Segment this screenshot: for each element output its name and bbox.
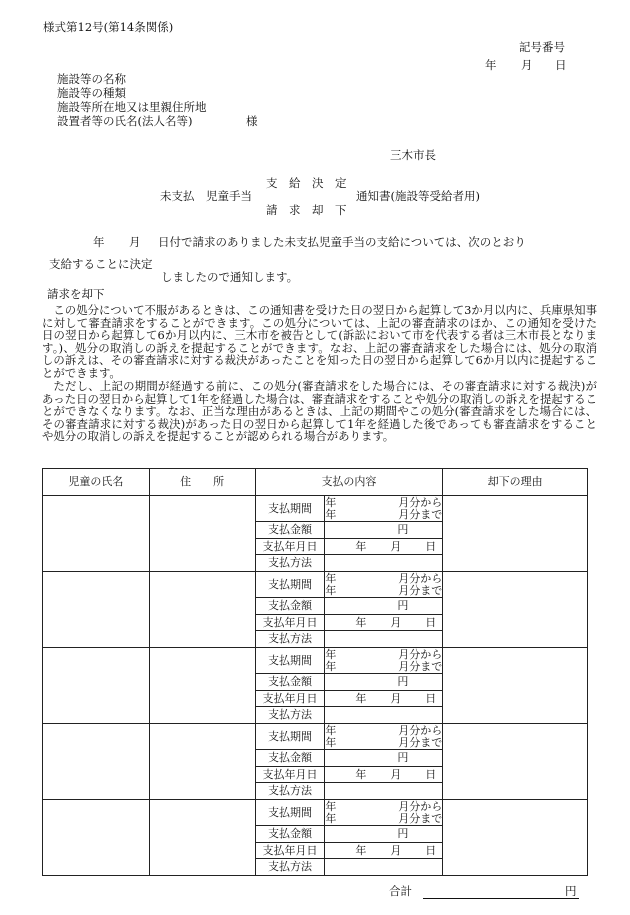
total-unit: 円 (565, 884, 577, 898)
header-address: 住 所 (149, 469, 255, 496)
amount-value[interactable] (325, 826, 443, 843)
period-value[interactable] (325, 572, 443, 598)
period-label: 支払期間 (255, 496, 325, 522)
notice-paragraph-1: この処分について不服があるときは、この通知書を受けた日の翌日から起算して3か月以内に、兵庫県知事に対して審査請求をすることができます。この処分については、上記の審査請求のほか、この通知を受けた日の翌日から起算して6か月以内に、三木市を被告として(訴訟において市を代表する者は三木市長となります。)、処分の取消しの訴えを提起することができます。なお、上記の審査請求をした場合には、処分の取消しの訴えは、その審査請求に対する裁決があったことを知った日の翌日から起算して6か月以内に提起することができます。 (42, 303, 597, 380)
document-number-label: 記号番号 (519, 40, 565, 54)
honorific: 様 (246, 114, 258, 128)
date-label: 支払年月日 (255, 690, 325, 707)
period-value[interactable] (325, 496, 443, 522)
date-month: 月 (390, 539, 402, 553)
amount-unit: 円 (397, 598, 409, 612)
child-name-cell[interactable] (43, 724, 150, 800)
period-from-year: 年 (325, 571, 337, 585)
address-cell[interactable] (149, 648, 255, 724)
method-label: 支払方法 (255, 555, 325, 572)
date-value[interactable] (325, 766, 443, 783)
period-value[interactable] (325, 648, 443, 674)
method-label: 支払方法 (255, 707, 325, 724)
amount-unit: 円 (397, 750, 409, 764)
date-year: 年 (355, 539, 367, 553)
period-to-month: 月分まで (398, 811, 443, 825)
reject-reason-cell[interactable] (443, 648, 588, 724)
date-year: 年 (355, 615, 367, 629)
period-from-month: 月分から (398, 495, 443, 509)
header-reject-reason: 却下の理由 (443, 469, 588, 496)
reject-reason-cell[interactable] (443, 496, 588, 572)
period-to-year: 年 (325, 811, 337, 825)
period-from-month: 月分から (398, 723, 443, 737)
date-day: 日 (425, 691, 437, 705)
period-to-month: 月分まで (398, 659, 443, 673)
date-month: 月 (390, 691, 402, 705)
child-name-cell[interactable] (43, 648, 150, 724)
method-value[interactable] (325, 555, 443, 572)
method-value[interactable] (325, 783, 443, 800)
period-to-year: 年 (325, 735, 337, 749)
period-to-month: 月分まで (398, 735, 443, 749)
issuer-name: 三木市長 (390, 148, 436, 162)
period-from-year: 年 (325, 647, 337, 661)
payment-table (42, 468, 588, 876)
period-from-year: 年 (325, 799, 337, 813)
amount-value[interactable] (325, 750, 443, 767)
period-label: 支払期間 (255, 572, 325, 598)
entry-row (43, 724, 588, 750)
period-to-year: 年 (325, 659, 337, 673)
period-label: 支払期間 (255, 800, 325, 826)
header-payment-details: 支払の内容 (255, 469, 443, 496)
amount-label: 支払金額 (255, 674, 325, 691)
period-to-year: 年 (325, 583, 337, 597)
amount-label: 支払金額 (255, 598, 325, 615)
method-label: 支払方法 (255, 783, 325, 800)
operator-name-label: 設置者等の氏名(法人名等) (57, 114, 193, 128)
form-number: 様式第12号(第14条関係) (43, 20, 174, 34)
total-amount-line (423, 898, 579, 899)
date-month: 月 (390, 767, 402, 781)
amount-unit: 円 (397, 674, 409, 688)
reject-reason-cell[interactable] (443, 800, 588, 876)
entry-row (43, 496, 588, 522)
title-option-grant: 支 給 決 定 (266, 176, 347, 190)
period-to-month: 月分まで (398, 507, 443, 521)
reject-reason-cell[interactable] (443, 724, 588, 800)
amount-value[interactable] (325, 522, 443, 539)
entry-row (43, 800, 588, 826)
date-month: 月 (390, 843, 402, 857)
body-option-grant: 支給することに決定 (49, 257, 153, 271)
date-year: 年 (355, 843, 367, 857)
entry-row (43, 572, 588, 598)
title-suffix: 通知書(施設等受給者用) (356, 189, 480, 203)
method-value[interactable] (325, 707, 443, 724)
child-name-cell[interactable] (43, 496, 150, 572)
date-day: 日 (425, 843, 437, 857)
title-prefix: 未支払 児童手当 (160, 189, 252, 203)
method-label: 支払方法 (255, 631, 325, 648)
body-option-reject: 請求を却下 (47, 287, 105, 301)
amount-label: 支払金額 (255, 826, 325, 843)
period-from-month: 月分から (398, 571, 443, 585)
total-label: 合計 (389, 884, 412, 898)
period-from-month: 月分から (398, 647, 443, 661)
title-option-reject: 請 求 却 下 (266, 203, 347, 217)
amount-label: 支払金額 (255, 750, 325, 767)
child-name-cell[interactable] (43, 800, 150, 876)
period-from-month: 月分から (398, 799, 443, 813)
amount-unit: 円 (397, 826, 409, 840)
date-value[interactable] (325, 538, 443, 555)
child-name-cell[interactable] (43, 572, 150, 648)
amount-label: 支払金額 (255, 522, 325, 539)
date-label: 支払年月日 (255, 538, 325, 555)
amount-value[interactable] (325, 674, 443, 691)
address-cell[interactable] (149, 496, 255, 572)
date-value[interactable] (325, 614, 443, 631)
period-to-year: 年 (325, 507, 337, 521)
address-cell[interactable] (149, 572, 255, 648)
date-day: 日 (425, 615, 437, 629)
entry-row (43, 648, 588, 674)
period-to-month: 月分まで (398, 583, 443, 597)
date-label: 支払年月日 (255, 614, 325, 631)
period-from-year: 年 (325, 495, 337, 509)
method-value[interactable] (325, 859, 443, 876)
issue-date-year: 年 (485, 58, 497, 72)
date-label: 支払年月日 (255, 766, 325, 783)
facility-type-label: 施設等の種類 (57, 86, 126, 100)
date-day: 日 (425, 539, 437, 553)
header-child-name: 児童の氏名 (43, 469, 150, 496)
address-cell[interactable] (149, 800, 255, 876)
period-label: 支払期間 (255, 648, 325, 674)
date-year: 年 (355, 767, 367, 781)
issue-date-month: 月 (521, 58, 533, 72)
body-conclusion: しましたので通知します。 (161, 270, 299, 284)
body-date-year: 年 (93, 235, 105, 249)
reject-reason-cell[interactable] (443, 572, 588, 648)
amount-unit: 円 (397, 522, 409, 536)
facility-name-label: 施設等の名称 (57, 72, 126, 86)
date-label: 支払年月日 (255, 842, 325, 859)
issue-date-day: 日 (555, 58, 567, 72)
period-from-year: 年 (325, 723, 337, 737)
period-value[interactable] (325, 800, 443, 826)
method-label: 支払方法 (255, 859, 325, 876)
date-year: 年 (355, 691, 367, 705)
date-value[interactable] (325, 842, 443, 859)
amount-value[interactable] (325, 598, 443, 615)
facility-address-label: 施設等所在地又は里親住所地 (57, 100, 207, 114)
body-date-month: 月 (129, 235, 141, 249)
date-month: 月 (390, 615, 402, 629)
method-value[interactable] (325, 631, 443, 648)
period-label: 支払期間 (255, 724, 325, 750)
body-intro: 日付で請求のありました未支払児童手当の支給については、次のとおり (158, 235, 526, 249)
period-value[interactable] (325, 724, 443, 750)
date-day: 日 (425, 767, 437, 781)
notice-paragraph-2: ただし、上記の期間が経過する前に、この処分(審査請求をした場合には、その審査請求に対する裁決)があった日の翌日から起算して1年を経過した場合は、審査請求をすることや処分の取消しの訴えを提起することができなくなります。なお、正当な理由があるときは、上記の期間やこの処分(審査請求をした場合には、その審査請求に対する裁決)があった日の翌日から起算して1年を経過した後であっても審査請求をすることや処分の取消しの訴えを提起することが認められる場合があります。 (42, 379, 597, 444)
address-cell[interactable] (149, 724, 255, 800)
date-value[interactable] (325, 690, 443, 707)
